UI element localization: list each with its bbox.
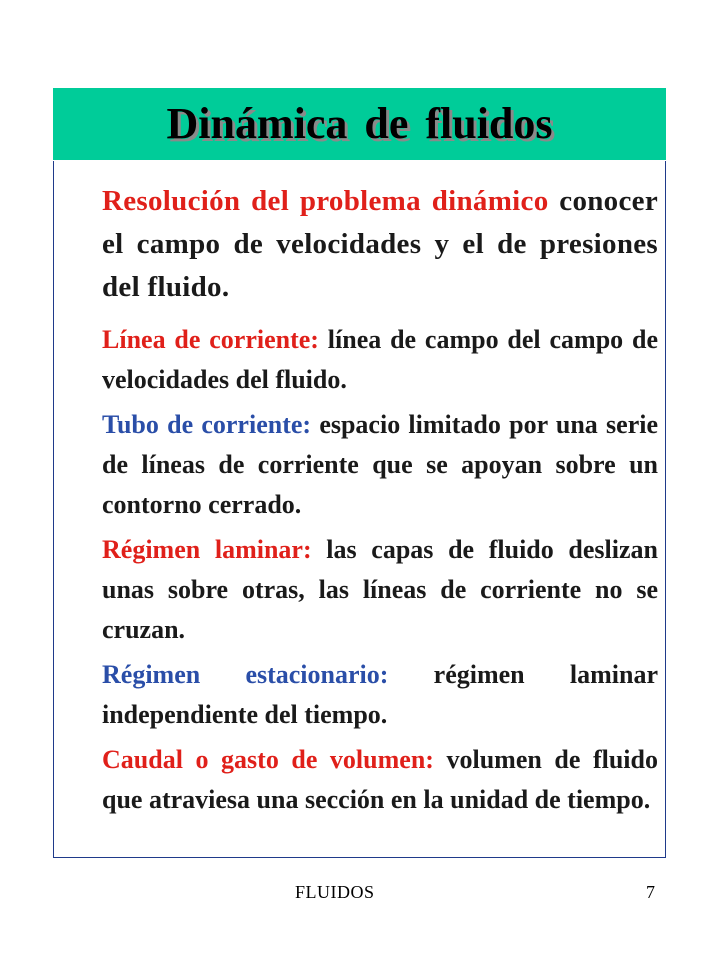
definition-text: volumen de fluido que atraviesa una sección en la unidad de tiempo. bbox=[102, 745, 658, 814]
title-bar bbox=[53, 88, 666, 160]
definition-item bbox=[102, 655, 658, 735]
definition-term: Régimen estacionario: bbox=[102, 660, 389, 689]
definition-text: espacio limitado por una serie de líneas de corriente que se apoyan sobre un contorno cerrado. bbox=[102, 410, 659, 519]
definition-text: conocer el campo de velocidades y el de presiones del fluido. bbox=[102, 185, 658, 303]
definition-item bbox=[102, 405, 658, 525]
definition-term: Caudal o gasto de volumen: bbox=[102, 745, 434, 774]
definition-item bbox=[102, 740, 658, 820]
definition-item bbox=[102, 320, 658, 400]
slide-title: Dinámica de fluidos bbox=[166, 99, 553, 148]
definition-text: las capas de fluido deslizan unas sobre otras, las líneas de corriente no se cruzan. bbox=[102, 535, 658, 644]
page-number: 7 bbox=[646, 882, 655, 902]
definition-item bbox=[102, 180, 658, 309]
definition-term: Resolución del problema dinámico bbox=[102, 185, 549, 217]
definition-list bbox=[102, 180, 658, 825]
definition-item bbox=[102, 530, 658, 650]
definition-term: Tubo de corriente: bbox=[102, 410, 312, 439]
definition-term: Línea de corriente: bbox=[102, 325, 319, 354]
definition-text: régimen laminar independiente del tiempo. bbox=[102, 660, 658, 729]
definition-text: línea de campo del campo de velocidades del fluido. bbox=[102, 325, 658, 394]
footer-label: FLUIDOS bbox=[295, 882, 375, 902]
definition-term: Régimen laminar: bbox=[102, 535, 312, 564]
